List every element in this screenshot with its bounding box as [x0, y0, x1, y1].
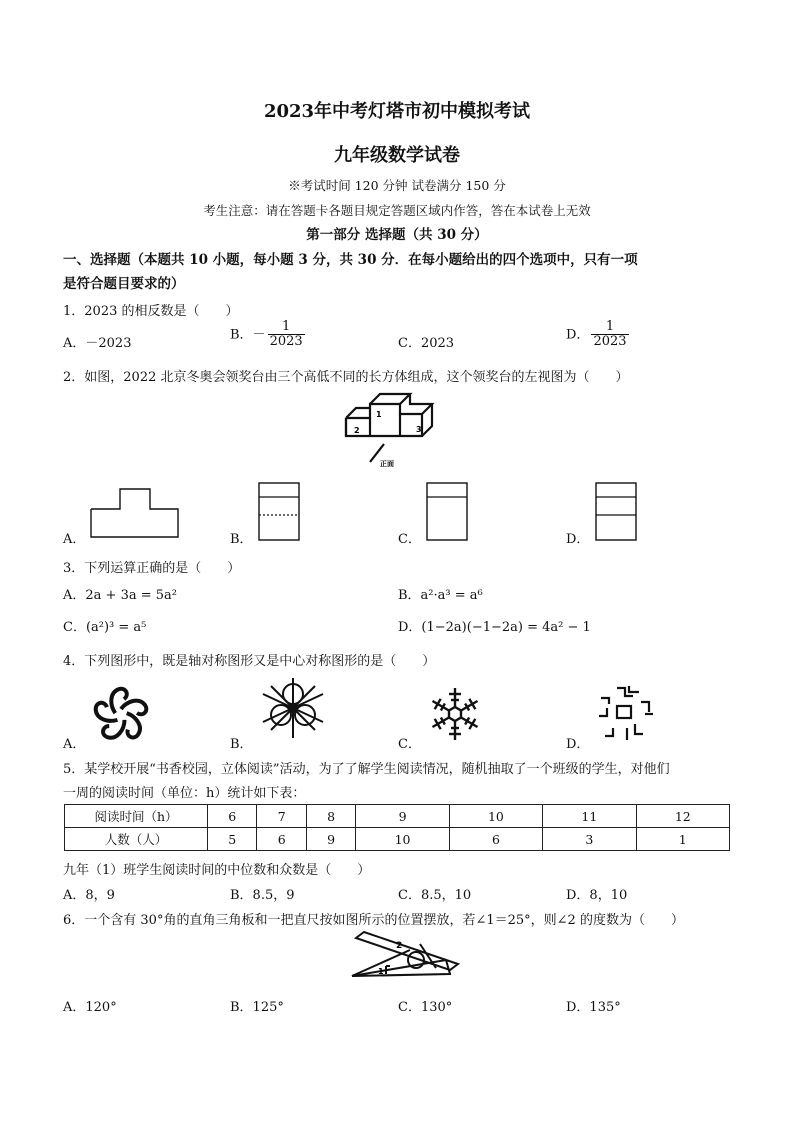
- table-cell: 6: [449, 828, 542, 851]
- q5-question: 九年（1）班学生阅读时间的中位数和众数是（ ）: [63, 863, 371, 878]
- q1-option-b-prefix: B．－: [230, 327, 266, 343]
- q4-option-d-glyph-figure: [595, 684, 655, 742]
- table-row-counts: [65, 828, 730, 851]
- q1-option-d: [566, 320, 631, 350]
- q1-option-d-denominator: 2023: [593, 334, 627, 350]
- table-cell: 3: [543, 828, 636, 851]
- q2-option-b-shape: [258, 482, 302, 542]
- q2-option-a-shape: [90, 487, 210, 539]
- q6-stem: 6．一个含有 30°角的直角三角板和一把直尺按如图所示的位置摆放，若∠1＝25°，则∠2 的度数为（ ）: [63, 913, 684, 928]
- q1-option-b-numerator: 1: [268, 320, 305, 335]
- podium-label-2: 2: [354, 426, 360, 435]
- q2-option-d: D．: [566, 532, 590, 547]
- triangle-ruler-figure: [350, 930, 462, 980]
- table-cell: 10: [356, 828, 449, 851]
- q5-stem-line2: 一周的阅读时间（单位：h）统计如下表：: [63, 786, 306, 801]
- angle-label-2: 2: [396, 941, 403, 951]
- q3-option-c: C．(a²)³ = a⁵: [63, 620, 147, 635]
- q2-option-c: C．: [398, 532, 421, 547]
- q1-option-b-fraction: [268, 320, 305, 350]
- table-cell: 11: [543, 805, 636, 828]
- table-cell: 5: [208, 828, 257, 851]
- q1-option-d-prefix: D．: [566, 327, 590, 343]
- q5-option-d: D．8，10: [566, 888, 628, 903]
- table-cell: 10: [449, 805, 542, 828]
- exam-info: ※考试时间 120 分钟 试卷满分 150 分: [288, 178, 506, 193]
- table-cell: 1: [636, 828, 729, 851]
- q2-option-d-shape: [595, 482, 639, 542]
- podium-figure: [340, 388, 450, 468]
- q1-option-d-numerator: 1: [591, 320, 628, 335]
- podium-label-1: 1: [376, 410, 382, 419]
- q1-option-b: [230, 320, 307, 350]
- table-header-hours: 阅读时间（h）: [65, 805, 208, 828]
- q3-stem: 3．下列运算正确的是（ ）: [63, 561, 241, 576]
- table-header-counts: 人数（人）: [65, 828, 208, 851]
- exam-title: 2023年中考灯塔市初中模拟考试: [263, 101, 531, 122]
- section-heading-line2: 是符合题目要求的）: [63, 276, 185, 292]
- q6-option-b: B．125°: [230, 1000, 284, 1015]
- q3-option-b: B．a²·a³ = a⁶: [398, 588, 483, 603]
- q3-option-d: D．(1−2a)(−1−2a) = 4a² − 1: [398, 620, 591, 635]
- angle-label-1: 1: [378, 967, 384, 976]
- section-heading-line1: 一、选择题（本题共 10 小题，每小题 3 分，共 30 分．在每小题给出的四个选项中，只有一项: [63, 252, 638, 268]
- q1-option-d-fraction: [591, 320, 628, 350]
- q5-option-b: B．8.5，9: [230, 888, 295, 903]
- q5-option-a: A．8，9: [63, 888, 115, 903]
- exam-notice: 考生注意：请在答题卡各题目规定答题区域内作答，答在本试卷上无效: [203, 203, 591, 218]
- table-cell: 12: [636, 805, 729, 828]
- q1-option-b-denominator: 2023: [269, 334, 303, 350]
- reading-time-table: [64, 804, 730, 851]
- q1-option-c: C．2023: [398, 336, 455, 351]
- q2-option-a: A．: [63, 532, 86, 547]
- q6-option-d: D．135°: [566, 1000, 621, 1015]
- q2-option-b: B．: [230, 532, 253, 547]
- q4-option-c: C．: [398, 737, 421, 752]
- table-cell: 9: [356, 805, 449, 828]
- q4-option-b-rosette: [261, 676, 325, 740]
- q1-stem: 1．2023 的相反数是（ ）: [63, 304, 239, 319]
- q4-stem: 4．下列图形中，既是轴对称图形又是中心对称图形的是（ ）: [63, 654, 436, 669]
- q4-option-d: D．: [566, 737, 590, 752]
- q4-option-a: A．: [63, 737, 86, 752]
- q4-option-a-pinwheel: [90, 684, 152, 746]
- q5-option-c: C．8.5，10: [398, 888, 472, 903]
- q5-stem-line1: 5．某学校开展“书香校园，立体阅读”活动，为了了解学生阅读情况，随机抽取了一个班级的学生，对他们: [63, 762, 670, 777]
- q4-option-c-snowflake: [427, 685, 483, 743]
- table-row-hours: [65, 805, 730, 828]
- table-cell: 7: [257, 805, 306, 828]
- table-cell: 8: [306, 805, 355, 828]
- q2-option-c-shape: [426, 482, 470, 542]
- table-cell: 6: [208, 805, 257, 828]
- q1-option-a: A．－2023: [63, 336, 132, 351]
- q6-option-a: A．120°: [63, 1000, 117, 1015]
- podium-label-3: 3: [416, 425, 422, 434]
- q6-option-c: C．130°: [398, 1000, 453, 1015]
- podium-front-label: 正面: [380, 460, 394, 468]
- exam-subtitle: 九年级数学试卷: [334, 145, 460, 166]
- q2-stem: 2．如图，2022 北京冬奥会领奖台由三个高低不同的长方体组成，这个领奖台的左视图为（ ）: [63, 370, 629, 385]
- table-cell: 9: [306, 828, 355, 851]
- q3-option-a: A．2a + 3a = 5a²: [63, 588, 177, 603]
- q4-option-b: B．: [230, 737, 253, 752]
- part-one-heading: 第一部分 选择题（共 30 分）: [306, 227, 488, 243]
- table-cell: 6: [257, 828, 306, 851]
